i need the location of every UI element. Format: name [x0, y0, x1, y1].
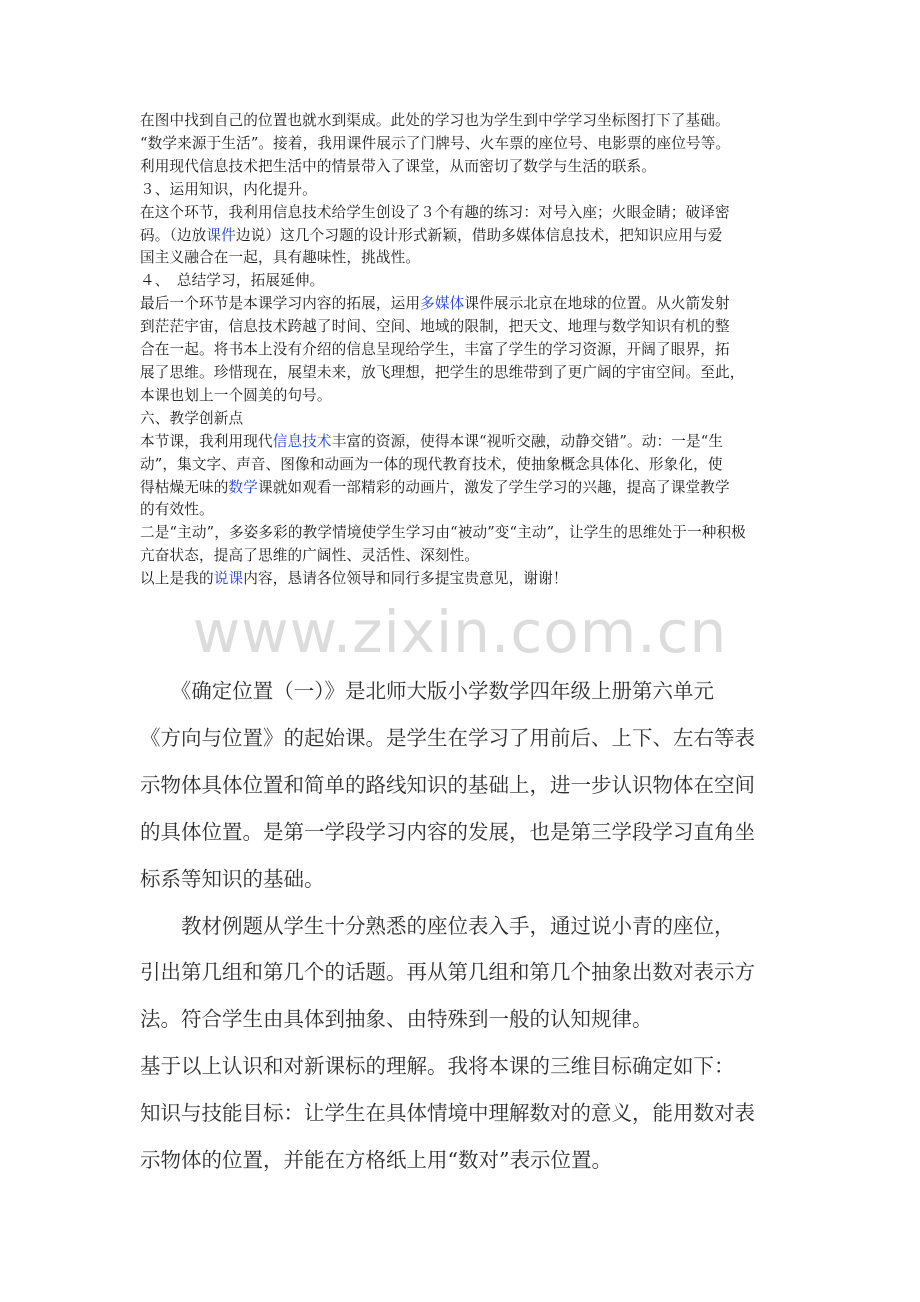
text-line [140, 225, 790, 248]
text-line: 引出第几组和第几个的话题。再从第几组和第几个抽象出数对表示方 [140, 960, 755, 985]
text-span: 最后一个环节是本课学习内容的拓展，运用 [140, 295, 421, 313]
text-line: “数学来源于生活”。接着，我用课件展示了门牌号、火车票的座位号、电影票的座位号等。 [140, 134, 731, 152]
text-line: 《方向与位置》的起始课。是学生在学习了用前后、上下、左右等表 [140, 725, 755, 750]
text-line: 亢奋状态，提高了思维的广阔性、灵活性、深刻性。 [140, 547, 480, 565]
section-heading-3: ３、运用知识，内化提升。 [140, 180, 317, 198]
math-link[interactable]: 数学 [228, 478, 258, 496]
text-line: 在图中找到自己的位置也就水到渠成。此处的学习也为学生到中学学习坐标图打下了基础。 [140, 112, 730, 129]
courseware-link[interactable]: 课件 [206, 226, 236, 244]
lecture-link[interactable]: 说课 [213, 570, 244, 588]
text-line: 二是“主动”，多姿多彩的教学情境使学生学习由“被动”变“主动”，让学生的思维处于一种积极 [140, 524, 746, 542]
text-line [140, 293, 790, 316]
section-heading-6: 六、教学创新点 [140, 409, 244, 427]
text-line: 的有效性。 [140, 501, 214, 519]
text-line: 法。符合学生由具体到抽象、由特殊到一般的认知规律。 [140, 1007, 653, 1032]
text-line: 的具体位置。是第一学段学习内容的发展，也是第三学段学习直角坐 [140, 819, 755, 844]
text-span: 以上是我的 [140, 570, 214, 588]
text-line: 示物体的位置，并能在方格纸上用“数对”表示位置。 [140, 1148, 612, 1173]
text-line: 标系等知识的基础。 [140, 866, 325, 891]
text-line: 展了思维。珍惜现在，展望未来，放飞理想，把学生的思维带到了更广阔的宇宙空间。至此， [140, 363, 745, 381]
text-span: 本节课，我利用现代 [140, 432, 273, 450]
text-line: 国主义融合在一起，具有趣味性，挑战性。 [140, 249, 421, 267]
text-line: 示物体具体位置和简单的路线知识的基础上，进一步认识物体在空间 [140, 772, 755, 797]
upper-text-block [140, 110, 790, 591]
lower-text-block [140, 668, 790, 1184]
text-line: 基于以上认识和对新课标的理解。我将本课的三维目标确定如下： [140, 1054, 735, 1079]
text-line [140, 431, 790, 454]
text-line: 利用现代信息技术把生活中的情景带入了课堂，从而密切了数学与生活的联系。 [140, 157, 657, 175]
text-span: 码。（边放 [140, 226, 207, 244]
text-line [140, 568, 790, 591]
text-line: 知识与技能目标：让学生在具体情境中理解数对的意义，能用数对表 [140, 1101, 755, 1126]
text-line: 合在一起。将书本上没有介绍的信息呈现给学生，丰富了学生的学习资源，开阔了眼界，拓 [140, 341, 730, 359]
text-line [140, 477, 790, 500]
watermark: www.zixin.com.cn [192, 598, 728, 666]
text-line: 教材例题从学生十分熟悉的座位表入手，通过说小青的座位， [140, 913, 735, 938]
text-line: 到茫茫宇宙，信息技术跨越了时间、空间、地域的限制，把天文、地理与数学知识有机的整 [140, 318, 730, 336]
text-line: 动”，集文字、声音、图像和动画为一体的现代教育技术，使抽象概念具体化、形象化，使 [140, 455, 723, 473]
text-line: 《确定位置（一）》是北师大版小学数学四年级上册第六单元 [140, 679, 714, 703]
info-tech-link[interactable]: 信息技术 [272, 432, 332, 450]
section-heading-4: ４、 总结学习，拓展延伸。 [140, 272, 325, 290]
multimedia-link[interactable]: 多媒体 [420, 295, 465, 313]
text-line: 本课也划上一个圆美的句号。 [140, 386, 332, 404]
text-line: 在这个环节，我利用信息技术给学生创设了３个有趣的练习：对号入座；火眼金睛；破译密 [140, 203, 730, 221]
text-span: 课件展示北京在地球的位置。从火箭发射 [464, 295, 730, 313]
text-span: 得枯燥无味的 [140, 478, 229, 496]
text-span: 课就如观看一部精彩的动画片，激发了学生学习的兴趣，提高了课堂教学 [257, 478, 730, 496]
text-span: 丰富的资源，使得本课“视听交融，动静交错”。动：一是“生 [331, 432, 724, 450]
text-span: 内容，恳请各位领导和同行多提宝贵意见，谢谢！ [243, 570, 568, 588]
text-span: 边说）这几个习题的设计形式新颖，借助多媒体信息技术，把知识应用与爱 [235, 226, 723, 244]
